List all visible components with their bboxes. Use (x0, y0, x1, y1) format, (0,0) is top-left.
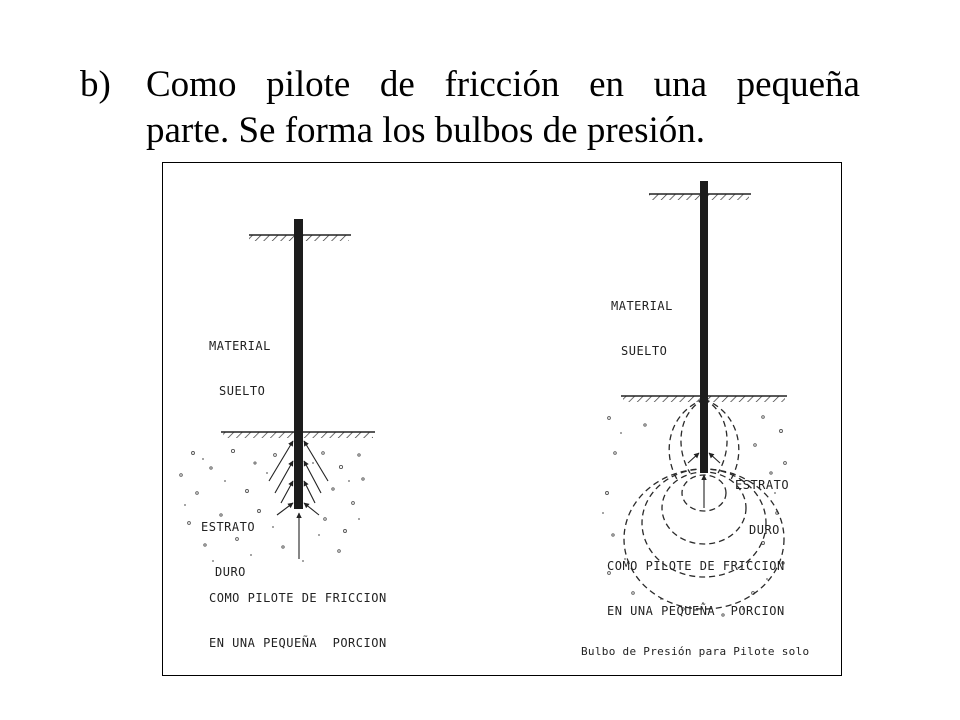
title-word: en (589, 64, 625, 105)
right-estrato-label-line: DURO (749, 523, 780, 537)
left-estrato-label-line: DURO (215, 565, 246, 579)
left-friction-label (209, 561, 387, 681)
title-word: Como (146, 64, 237, 105)
title-word: una (653, 64, 708, 105)
left-material-label-line: MATERIAL (209, 339, 271, 353)
left-pile (294, 219, 303, 509)
left-material-label (209, 309, 271, 429)
pile-diagram-figure (162, 162, 842, 676)
title-word: pequeña (736, 64, 860, 105)
title-word: pilote (266, 64, 351, 105)
left-friction-label-line: EN UNA PEQUEÑA PORCION (209, 636, 387, 650)
right-estrato-label-line: ESTRATO (735, 478, 790, 492)
list-marker: b) (80, 64, 111, 105)
right-pile (700, 181, 708, 473)
right-friction-label-line: EN UNA PEQUEÑA PORCION (607, 604, 785, 618)
right-top-ground-hatch (649, 194, 749, 200)
right-friction-label (607, 529, 785, 649)
left-material-label-line: SUELTO (219, 384, 266, 398)
right-material-label (611, 269, 673, 389)
title-line-1 (146, 62, 860, 108)
left-estrato-label-line: ESTRATO (201, 520, 256, 534)
left-friction-label-line: COMO PILOTE DE FRICCION (209, 591, 387, 605)
title-line-2: parte. Se forma los bulbos de presión. (146, 110, 705, 151)
right-material-label-line: MATERIAL (611, 299, 673, 313)
title-word: fricción (444, 64, 560, 105)
title-text (146, 62, 860, 154)
title-word: de (379, 64, 415, 105)
right-friction-label-line: COMO PILOTE DE FRICCION (607, 559, 785, 573)
right-material-label-line: SUELTO (621, 344, 668, 358)
right-caption: Bulbo de Presión para Pilote solo (581, 645, 810, 658)
